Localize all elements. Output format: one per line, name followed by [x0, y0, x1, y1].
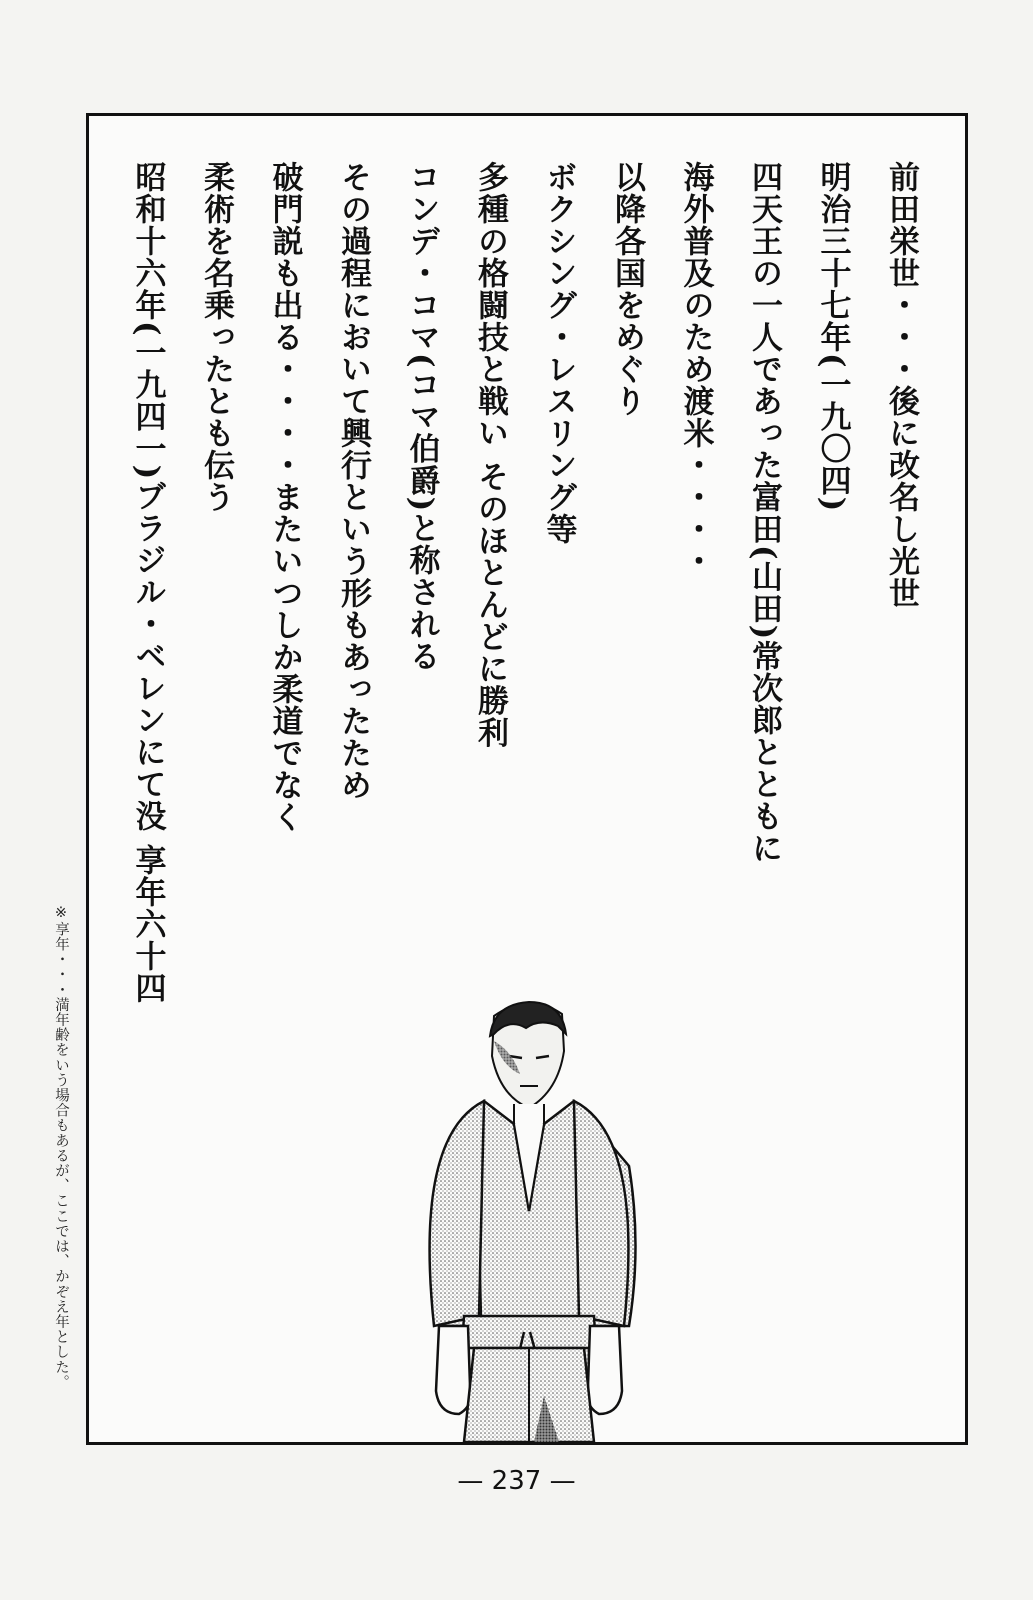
text-line: 柔術を名乗ったとも伝う — [198, 161, 234, 513]
text-line: ボクシング・レスリング等 — [540, 161, 577, 545]
text-line: 四天王の一人であった富田(山田)常次郎とともに — [746, 161, 782, 865]
vertical-text-block — [113, 161, 935, 1061]
text-line: 破門説も出る・・・・またいつしか柔道でなく — [266, 161, 303, 833]
text-line: 前田栄世・・・後に改名し光世 — [883, 161, 919, 609]
text-line: 昭和十六年(一九四一)ブラジル・ベレンにて没 享年六十四 — [129, 161, 166, 1005]
text-line: 以降各国をめぐり — [609, 161, 645, 417]
character-illustration — [344, 996, 714, 1442]
text-line: コンデ・コマ(コマ伯爵)と称される — [403, 161, 440, 673]
text-line: 多種の格闘技と戦い そのほとんどに勝利 — [472, 161, 508, 749]
manga-panel — [86, 113, 968, 1445]
text-line: 明治三十七年(一九〇四) — [814, 161, 851, 513]
text-line: その過程において興行という形もあったため — [335, 161, 371, 801]
text-line: 海外普及のため渡米・・・・ — [677, 161, 714, 577]
footnote: ※享年・・・満年齢をいう場合もあるが、ここでは、かぞえ年とした。 — [53, 905, 69, 1390]
page-number: — 237 — — [457, 1466, 576, 1496]
